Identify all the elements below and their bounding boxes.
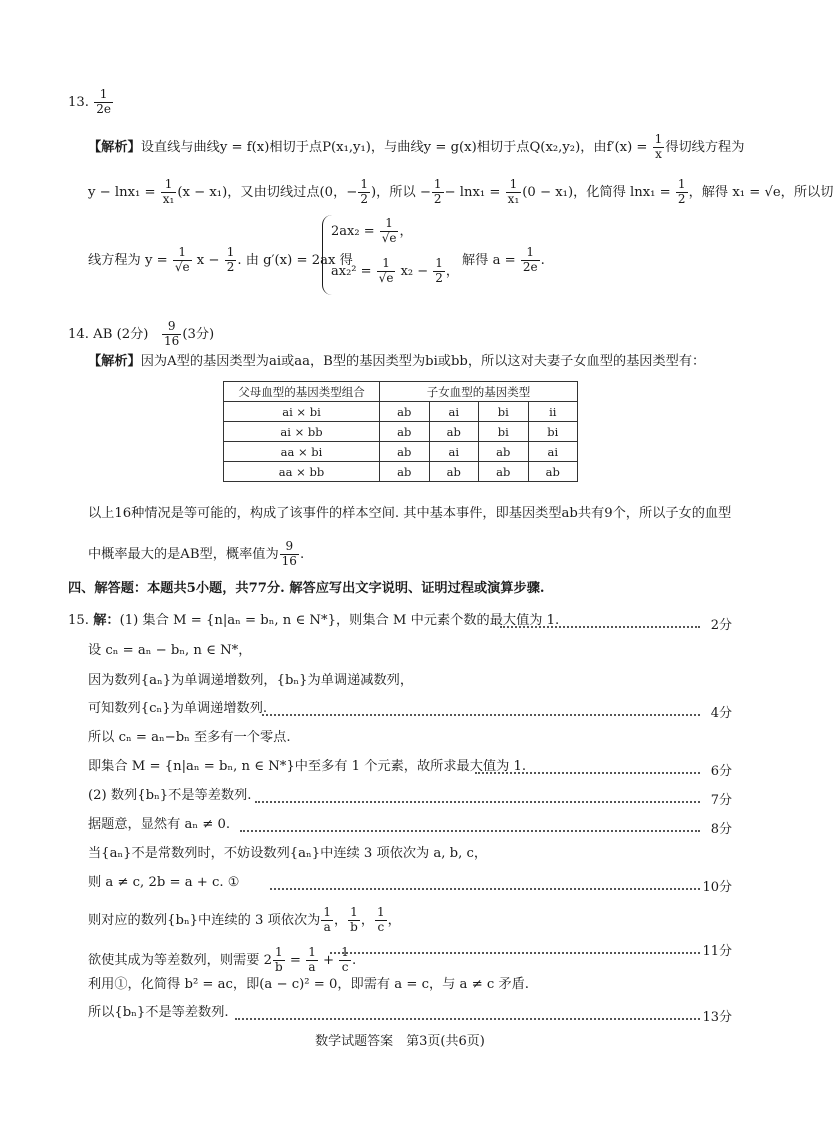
q13-number: 13.: [68, 94, 89, 110]
leader-dots: [500, 626, 700, 628]
q15-step-8: 据题意，显然有 aₙ ≠ 0.: [88, 817, 231, 832]
numerator: 1: [521, 246, 540, 261]
numerator: 1: [94, 88, 113, 103]
equation-2: [331, 257, 459, 286]
q13-line-3: [88, 246, 353, 275]
table-cell: ab: [380, 402, 430, 422]
text: ，解得 x₁ = √e，所以切: [688, 184, 833, 200]
denominator: c: [377, 919, 385, 934]
score: 6分: [710, 764, 732, 779]
table-cell: bi: [479, 402, 529, 422]
analysis-tag: 【解析】: [88, 139, 141, 155]
fraction: [506, 178, 522, 207]
leader-dots: [262, 714, 700, 716]
text: 解得 a =: [462, 252, 516, 268]
numerator: 1: [273, 946, 285, 961]
q13-result: [462, 246, 545, 275]
text: y − lnx₁ =: [88, 184, 156, 200]
fraction: [521, 246, 540, 275]
denominator: x₁: [507, 191, 520, 206]
q13-line-1: [88, 133, 744, 162]
score: (3分): [182, 326, 215, 342]
text: ，: [399, 223, 413, 239]
fraction: [173, 246, 192, 275]
fraction: [162, 320, 181, 349]
numerator: 1: [380, 217, 399, 232]
denominator: b: [350, 919, 358, 934]
table-cell: bi: [528, 422, 578, 442]
equation-1: [331, 217, 413, 246]
fraction: [380, 217, 399, 246]
text: .: [540, 252, 545, 268]
q15-step-2: 设 cₙ = aₙ − bₙ, n ∈ N*，: [88, 643, 252, 658]
numerator: 9: [280, 540, 299, 555]
section-heading: 四、解答题：本题共5小题，共77分. 解答应写出文字说明、证明过程或演算步骤.: [68, 581, 545, 596]
score: 2分: [710, 618, 732, 633]
separator: ，: [333, 912, 348, 928]
fraction: [653, 133, 665, 162]
q14-number: 14. AB (2分): [68, 326, 149, 342]
table-cell: ab: [380, 422, 430, 442]
q15-step-4: 可知数列{cₙ}为单调递增数列.: [88, 701, 268, 716]
table-row: [224, 462, 578, 482]
text: =: [289, 952, 301, 968]
text: )，所以 −: [370, 184, 431, 200]
fraction: [161, 178, 177, 207]
q15-step-13: 利用①，化简得 b² = ac，即(a − c)² = 0，即需有 a = c，与 a ≠ c 矛盾.: [88, 977, 530, 992]
fraction: [273, 946, 285, 975]
table-cell: bi: [479, 422, 529, 442]
leader-dots: [330, 952, 700, 954]
q15-step-9: 当{aₙ}不是常数列时，不妨设数列{aₙ}中连续 3 项依次为 a, b, c，: [88, 846, 488, 861]
score: 10分: [702, 880, 732, 895]
numerator: 1: [348, 906, 360, 921]
denominator: 16: [164, 333, 180, 348]
equation-system: [322, 215, 459, 295]
q13-answer: [68, 88, 114, 117]
numerator: 1: [433, 177, 442, 191]
numerator: 1: [161, 178, 177, 193]
table-cell: ab: [479, 462, 529, 482]
score: 11分: [702, 944, 732, 959]
denominator: √e: [378, 270, 394, 285]
numerator: 1: [341, 945, 349, 959]
q14-line-2: [88, 507, 731, 520]
score: 7分: [710, 793, 732, 808]
analysis-tag: 【解析】: [88, 354, 141, 369]
fraction: [321, 906, 333, 935]
q15-step-1: [68, 614, 559, 627]
text: 中概率最大的是AB型，概率值为: [88, 546, 279, 562]
table-row: [224, 442, 578, 462]
denominator: a: [308, 959, 316, 974]
numerator: 1: [506, 178, 522, 193]
numerator: 1: [308, 945, 316, 959]
q13-line-2: [88, 178, 833, 207]
fraction: [225, 246, 237, 275]
text: − lnx₁ =: [444, 184, 501, 200]
fraction: [280, 540, 299, 569]
denominator: x₁: [162, 191, 175, 206]
text: ，: [445, 263, 459, 279]
text: .: [299, 546, 305, 562]
q15-number: 15.: [68, 613, 89, 628]
text: 得切线方程为: [665, 139, 745, 155]
numerator: 1: [323, 905, 331, 919]
text: .: [351, 952, 357, 968]
denominator: √e: [381, 230, 397, 245]
numerator: 1: [360, 177, 368, 191]
leader-dots: [270, 888, 700, 890]
q15-step-6: 即集合 M = {n|aₙ = bₙ, n ∈ N*}中至多有 1 个元素，故所求最大值为 1.: [88, 759, 527, 774]
table-cell: ii: [528, 402, 578, 422]
denominator: b: [275, 959, 283, 974]
table-cell: ai: [429, 442, 479, 462]
table-cell: ai × bi: [224, 402, 380, 422]
table-cell: aa × bb: [224, 462, 380, 482]
leader-dots: [255, 801, 700, 803]
fraction: [433, 257, 445, 286]
numerator: 1: [226, 245, 235, 259]
table-cell: ab: [479, 442, 529, 462]
text: . 由 g′(x) = 2ax 得: [237, 252, 353, 268]
solution-tag: 解：: [93, 613, 120, 628]
q14-line-1: [88, 355, 705, 368]
separator: ，: [360, 912, 375, 928]
table-header-row: [224, 382, 578, 402]
leader-dots: [475, 772, 700, 774]
q15-step-11: [88, 906, 401, 935]
score: 8分: [710, 822, 732, 837]
numerator: 1: [435, 256, 443, 270]
fraction: [339, 946, 351, 975]
text: +: [323, 952, 335, 968]
q15-step-7: (2) 数列{bₙ}不是等差数列.: [88, 788, 252, 803]
table-cell: ai: [429, 402, 479, 422]
fraction: [306, 946, 318, 975]
text: (x − x₁)，又由切线过点(0，−: [177, 184, 358, 200]
denominator: 2: [435, 270, 443, 285]
numerator: 9: [162, 320, 181, 335]
numerator: 1: [654, 132, 663, 146]
fraction: [358, 178, 370, 207]
table-cell: ab: [528, 462, 578, 482]
numerator: 1: [677, 177, 686, 191]
table-cell: ab: [429, 422, 479, 442]
q14-line-3: [88, 540, 304, 569]
q15-step-12: [88, 946, 356, 975]
text: x −: [196, 252, 220, 268]
table-cell: ab: [380, 442, 430, 462]
q15-step-5: 所以 cₙ = aₙ−bₙ 至多有一个零点.: [88, 730, 291, 745]
numerator: 1: [173, 246, 192, 261]
table-header: 子女血型的基因类型: [380, 382, 578, 402]
text: (0 − x₁)，化简得 lnx₁ =: [522, 184, 671, 200]
text: ax₂² =: [331, 263, 372, 279]
numerator: 1: [377, 257, 396, 272]
fraction: [348, 906, 360, 935]
denominator: 2: [433, 191, 442, 206]
denominator: a: [323, 919, 331, 934]
denominator: 2: [677, 191, 686, 206]
text: 线方程为 y =: [88, 252, 168, 268]
q15-step-14: 所以{bₙ}不是等差数列.: [88, 1005, 229, 1020]
denominator: 2e: [522, 259, 538, 274]
denominator: 2e: [96, 101, 111, 116]
fraction: [375, 906, 387, 935]
table-header: 父母血型的基因类型组合: [224, 382, 380, 402]
separator: ，: [387, 912, 401, 928]
q13-answer-fraction: [94, 88, 113, 117]
table-cell: aa × bi: [224, 442, 380, 462]
table-row: [224, 402, 578, 422]
fraction: [432, 178, 444, 207]
denominator: 2: [226, 259, 235, 274]
table-cell: ab: [380, 462, 430, 482]
leader-dots: [235, 1018, 700, 1020]
denominator: c: [341, 959, 349, 974]
genotype-table: [223, 381, 578, 482]
text: (1) 集合 M = {n|aₙ = bₙ, n ∈ N*}，则集合 M 中元素个数的最大值为 1.: [119, 613, 560, 628]
page-footer: 数学试题答案 第3页(共6页): [315, 1034, 485, 1049]
denominator: 2: [360, 191, 368, 206]
text: 以上16种情况是等可能的，构成了该事件的样本空间. 其中基本事件，即基因类型ab共有9个，所以子女的血型: [88, 506, 732, 521]
q15-step-3: 因为数列{aₙ}为单调递增数列，{bₙ}为单调递减数列，: [88, 673, 414, 688]
fraction: [676, 178, 688, 207]
score: 13分: [702, 1010, 732, 1025]
leader-dots: [240, 830, 700, 832]
text: x₂ −: [400, 263, 429, 279]
text: 则对应的数列{bₙ}中连续的 3 项依次为: [88, 912, 321, 928]
table-cell: ai × bb: [224, 422, 380, 442]
text: 2ax₂ =: [331, 223, 375, 239]
q15-step-10: 则 a ≠ c, 2b = a + c. ①: [88, 875, 240, 890]
text: 因为A型的基因类型为ai或aa，B型的基因类型为bi或bb，所以这对夫妻子女血型的基因类型有：: [140, 354, 706, 369]
denominator: 16: [281, 553, 297, 568]
score: 4分: [710, 706, 732, 721]
q14-answer: [68, 320, 214, 349]
table-cell: ab: [429, 462, 479, 482]
denominator: √e: [174, 259, 190, 274]
text: 设直线与曲线y = f(x)相切于点P(x₁,y₁)，与曲线y = g(x)相切于点Q(x₂,y₂)，由f′(x) =: [140, 139, 648, 155]
text: 欲使其成为等差数列，则需要 2: [88, 952, 273, 968]
table-cell: ai: [528, 442, 578, 462]
fraction: [377, 257, 396, 286]
numerator: 1: [377, 905, 385, 919]
denominator: x: [655, 146, 662, 161]
table-row: [224, 422, 578, 442]
